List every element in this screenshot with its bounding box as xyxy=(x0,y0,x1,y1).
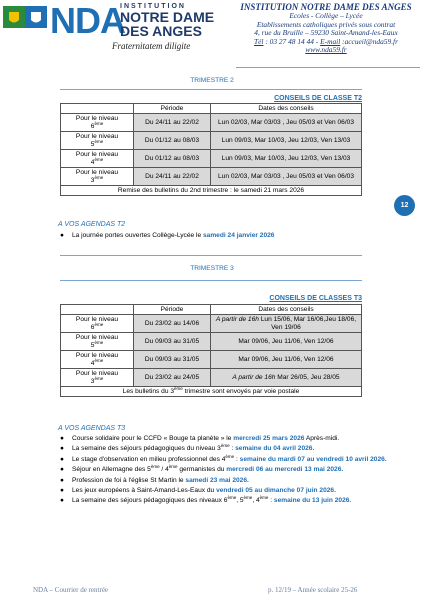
level-cell xyxy=(61,333,134,351)
agenda-text2: / 4 xyxy=(159,466,169,474)
agenda-text: La semaine des séjours pédagogiques des niveaux 6 xyxy=(72,497,228,505)
level-sup: ème xyxy=(94,120,104,126)
t2-agenda-title: A VOS AGENDAS T2 xyxy=(58,221,126,228)
agenda-date: mercredi 06 au mercredi 13 mai 2026. xyxy=(226,466,344,474)
footer-right: p. 12/19 – Année scolaire 25-26 xyxy=(268,586,358,594)
agenda-text3: , 4 xyxy=(252,497,260,505)
level-number: 4 xyxy=(90,158,95,166)
t3-top-divider xyxy=(60,255,362,256)
level-sup: ème xyxy=(94,375,104,381)
list-item xyxy=(58,463,398,474)
agenda-after: Après-midi. xyxy=(304,435,340,442)
agenda-text: Séjour en Allemagne des 5 xyxy=(72,466,151,474)
agenda-text3: germanistes du xyxy=(177,466,227,474)
level-cell xyxy=(61,150,134,168)
tel-value: : 03 27 48 14 44 - xyxy=(263,36,321,46)
institution-sub1: Ecoles - Collège – Lycée xyxy=(289,11,363,20)
tel-label: Tél xyxy=(254,36,264,46)
level-number: 5 xyxy=(90,140,95,148)
dates-cell: Lun 09/03, Mar 10/03, Jeu 12/03, Ven 13/03 xyxy=(211,150,362,168)
level-label: Pour le niveau xyxy=(75,168,119,176)
institution-title: INSTITUTION NOTRE DAME DES ANGES xyxy=(240,2,412,12)
bulletins-note xyxy=(61,387,362,397)
level-label: Pour le niveau xyxy=(75,114,119,122)
table-header-empty xyxy=(61,305,134,315)
table-header-dates: Dates des conseils xyxy=(211,305,362,315)
level-number: 4 xyxy=(90,359,95,367)
footer-left: NDA – Courrier de rentrée xyxy=(33,586,109,594)
level-cell xyxy=(61,351,134,369)
level-sup: ème xyxy=(94,174,104,180)
bullet-icon: ● xyxy=(60,232,64,239)
dates-value: Mar 26/05, Jeu 28/05 xyxy=(275,373,340,381)
table-row xyxy=(61,150,362,168)
agenda-date: mercredi 25 mars 2026 xyxy=(233,435,305,442)
agenda-text: La journée portes ouvertes Collège-Lycée le xyxy=(72,232,203,239)
table-row xyxy=(61,333,362,351)
institution-info xyxy=(232,2,420,55)
agenda-date: semaine du 13 juin 2026. xyxy=(273,497,352,505)
dates-cell xyxy=(211,351,362,369)
level-cell xyxy=(61,114,134,132)
level-cell xyxy=(61,168,134,186)
dates-cell xyxy=(211,369,362,387)
agenda-sup: ème xyxy=(150,463,160,469)
agenda-sup: ème xyxy=(220,443,230,449)
agenda-text: Course solidaire pour le CCFD « Bouge ta planète » le xyxy=(72,435,234,442)
agenda-date: semaine du 04 avril 2026. xyxy=(235,445,315,453)
level-sup: ème xyxy=(94,357,104,363)
table-header-periode: Période xyxy=(134,305,211,315)
page-header xyxy=(0,0,424,62)
logo-text: NDA xyxy=(50,0,125,41)
level-label: Pour le niveau xyxy=(75,315,119,323)
email-label: E-mail xyxy=(320,36,341,46)
table-header-row xyxy=(61,104,362,114)
bullet-icon: ● xyxy=(60,435,64,442)
bulletins-text-a: Les bulletins du 3 xyxy=(122,387,174,395)
list-item xyxy=(58,232,398,240)
level-number: 6 xyxy=(90,122,95,130)
level-label: Pour le niveau xyxy=(75,351,119,359)
agenda-text4: : xyxy=(268,497,274,505)
table-row xyxy=(61,114,362,132)
t3-table xyxy=(60,304,362,397)
periode-cell: Du 23/02 au 24/05 xyxy=(134,369,211,387)
periode-cell: Du 23/02 au 14/06 xyxy=(134,315,211,333)
agenda-sup: ème xyxy=(225,453,235,459)
logo-institution xyxy=(120,3,230,38)
dates-cell: Lun 09/03, Mar 10/03, Jeu 12/03, Ven 13/03 xyxy=(211,132,362,150)
website-link[interactable]: www.nda59.fr xyxy=(305,45,347,55)
t3-agenda-title: A VOS AGENDAS T3 xyxy=(58,425,126,432)
agenda-sup3: ème xyxy=(259,495,269,501)
periode-cell: Du 01/12 au 08/03 xyxy=(134,150,211,168)
list-item xyxy=(58,445,398,453)
level-cell xyxy=(61,132,134,150)
level-sup: ème xyxy=(94,339,104,345)
agenda-text: Le stage d'observation en milieu professionnel des 4 xyxy=(72,455,226,463)
level-cell xyxy=(61,369,134,387)
list-item xyxy=(58,453,398,464)
dates-prefix: A partir de 16h xyxy=(232,373,276,381)
t3-conseils-title: CONSEILS DE CLASSES T3 xyxy=(269,295,362,302)
level-cell xyxy=(61,315,134,333)
agenda-sup2: ème xyxy=(168,463,178,469)
agenda-date: vendredi 05 au dimanche 07 juin 2026. xyxy=(216,486,336,494)
agenda-text: Les jeux européens à Saint-Amand-Les-Eaux du xyxy=(72,486,217,494)
table-row xyxy=(61,315,362,333)
agenda-date: semaine du mardi 07 au vendredi 10 avril 2026. xyxy=(239,455,387,463)
table-row xyxy=(61,369,362,387)
level-label: Pour le niveau xyxy=(75,132,119,140)
table-header-periode: Période xyxy=(134,104,211,114)
dates-cell: Lun 02/03, Mar 03/03 , Jeu 05/03 et Ven 06/03 xyxy=(211,168,362,186)
agenda-text2: : xyxy=(234,455,240,463)
bullet-icon: ● xyxy=(60,497,64,505)
list-item xyxy=(58,497,398,505)
logo-institution-line1: INSTITUTION xyxy=(120,3,186,10)
table-row xyxy=(61,168,362,186)
level-number: 5 xyxy=(90,341,95,349)
level-label: Pour le niveau xyxy=(75,369,119,377)
dates-cell xyxy=(211,333,362,351)
t3-divider xyxy=(60,280,362,281)
periode-cell: Du 09/03 au 31/05 xyxy=(134,333,211,351)
level-label: Pour le niveau xyxy=(75,333,119,341)
bullet-icon: ● xyxy=(60,445,64,453)
level-number: 3 xyxy=(90,377,95,385)
logo-institution-line3: DES ANGES xyxy=(120,23,202,39)
dates-cell xyxy=(211,315,362,333)
t2-title: TRIMESTRE 2 xyxy=(190,77,234,84)
table-footer-row xyxy=(61,387,362,397)
list-item xyxy=(58,487,398,495)
t3-agenda-list xyxy=(58,435,398,508)
periode-cell: Du 24/11 au 22/02 xyxy=(134,114,211,132)
table-row xyxy=(61,351,362,369)
remise-bulletins: Remise des bulletins du 2nd trimestre : le samedi 21 mars 2026 xyxy=(61,186,362,196)
page-badge: 12 xyxy=(394,195,415,216)
motto: Fraternitatem diligite xyxy=(112,41,191,51)
logo-institution-line2: NOTRE DAME xyxy=(120,9,215,25)
table-header-row xyxy=(61,305,362,315)
header-divider xyxy=(236,67,420,68)
list-item xyxy=(58,477,398,485)
bullet-icon: ● xyxy=(60,466,64,474)
list-item xyxy=(58,435,398,443)
level-sup: ème xyxy=(94,156,104,162)
agenda-sup2: ème xyxy=(243,495,253,501)
bullet-icon: ● xyxy=(60,455,64,463)
t2-conseils-title: CONSEILS DE CLASSE T2 xyxy=(274,95,362,102)
agenda-date: samedi 24 janvier 2026 xyxy=(202,232,275,239)
t2-agenda-list xyxy=(58,232,398,242)
table-row xyxy=(61,132,362,150)
dates-prefix: A partir de 16h xyxy=(215,315,259,323)
institution-sub2: Etablissements catholiques privés sous contrat xyxy=(256,19,396,29)
agenda-text2: : xyxy=(229,445,236,453)
agenda-text: La semaine des séjours pédagogiques du niveau 3 xyxy=(72,445,221,453)
crest-logo-icon xyxy=(3,6,47,28)
table-header-empty xyxy=(61,104,134,114)
level-sup: ème xyxy=(94,321,104,327)
bulletins-text-b: trimestre sont envoyés par voie postale xyxy=(182,387,300,395)
agenda-sup: ème xyxy=(227,495,237,501)
level-number: 6 xyxy=(90,323,95,331)
bullet-icon: ● xyxy=(60,476,64,484)
bulletins-sup: ème xyxy=(174,385,183,391)
level-sup: ème xyxy=(94,138,104,144)
institution-address: 4, rue du Bruille – 59230 Saint-Amand-les-Eaux xyxy=(254,28,398,38)
table-header-dates: Dates des conseils xyxy=(211,104,362,114)
agenda-text2: , 5 xyxy=(236,497,244,505)
bullet-icon: ● xyxy=(60,486,64,494)
dates-value: Mar 09/06, Jeu 11/06, Ven 12/06 xyxy=(238,337,334,345)
dates-value: Mar 09/06, Jeu 11/06, Ven 12/06 xyxy=(238,355,334,363)
agenda-text: Profession de foi à l'église St Martin le xyxy=(72,476,186,484)
t2-table xyxy=(60,103,362,196)
periode-cell: Du 01/12 au 08/03 xyxy=(134,132,211,150)
level-number: 3 xyxy=(90,176,95,184)
level-label: Pour le niveau xyxy=(75,150,119,158)
table-footer-row xyxy=(61,186,362,196)
email-value[interactable]: :accueil@nda59.fr xyxy=(340,36,398,46)
agenda-date: samedi 23 mai 2026. xyxy=(185,476,249,484)
t3-title: TRIMESTRE 3 xyxy=(190,265,234,272)
dates-cell: Lun 02/03, Mar 03/03 , Jeu 05/03 et Ven 06/03 xyxy=(211,114,362,132)
dates-value: Lun 15/06, Mar 16/06,Jeu 18/06, Ven 19/06 xyxy=(258,315,357,331)
t2-divider xyxy=(60,89,362,90)
periode-cell: Du 09/03 au 31/05 xyxy=(134,351,211,369)
periode-cell: Du 24/11 au 22/02 xyxy=(134,168,211,186)
